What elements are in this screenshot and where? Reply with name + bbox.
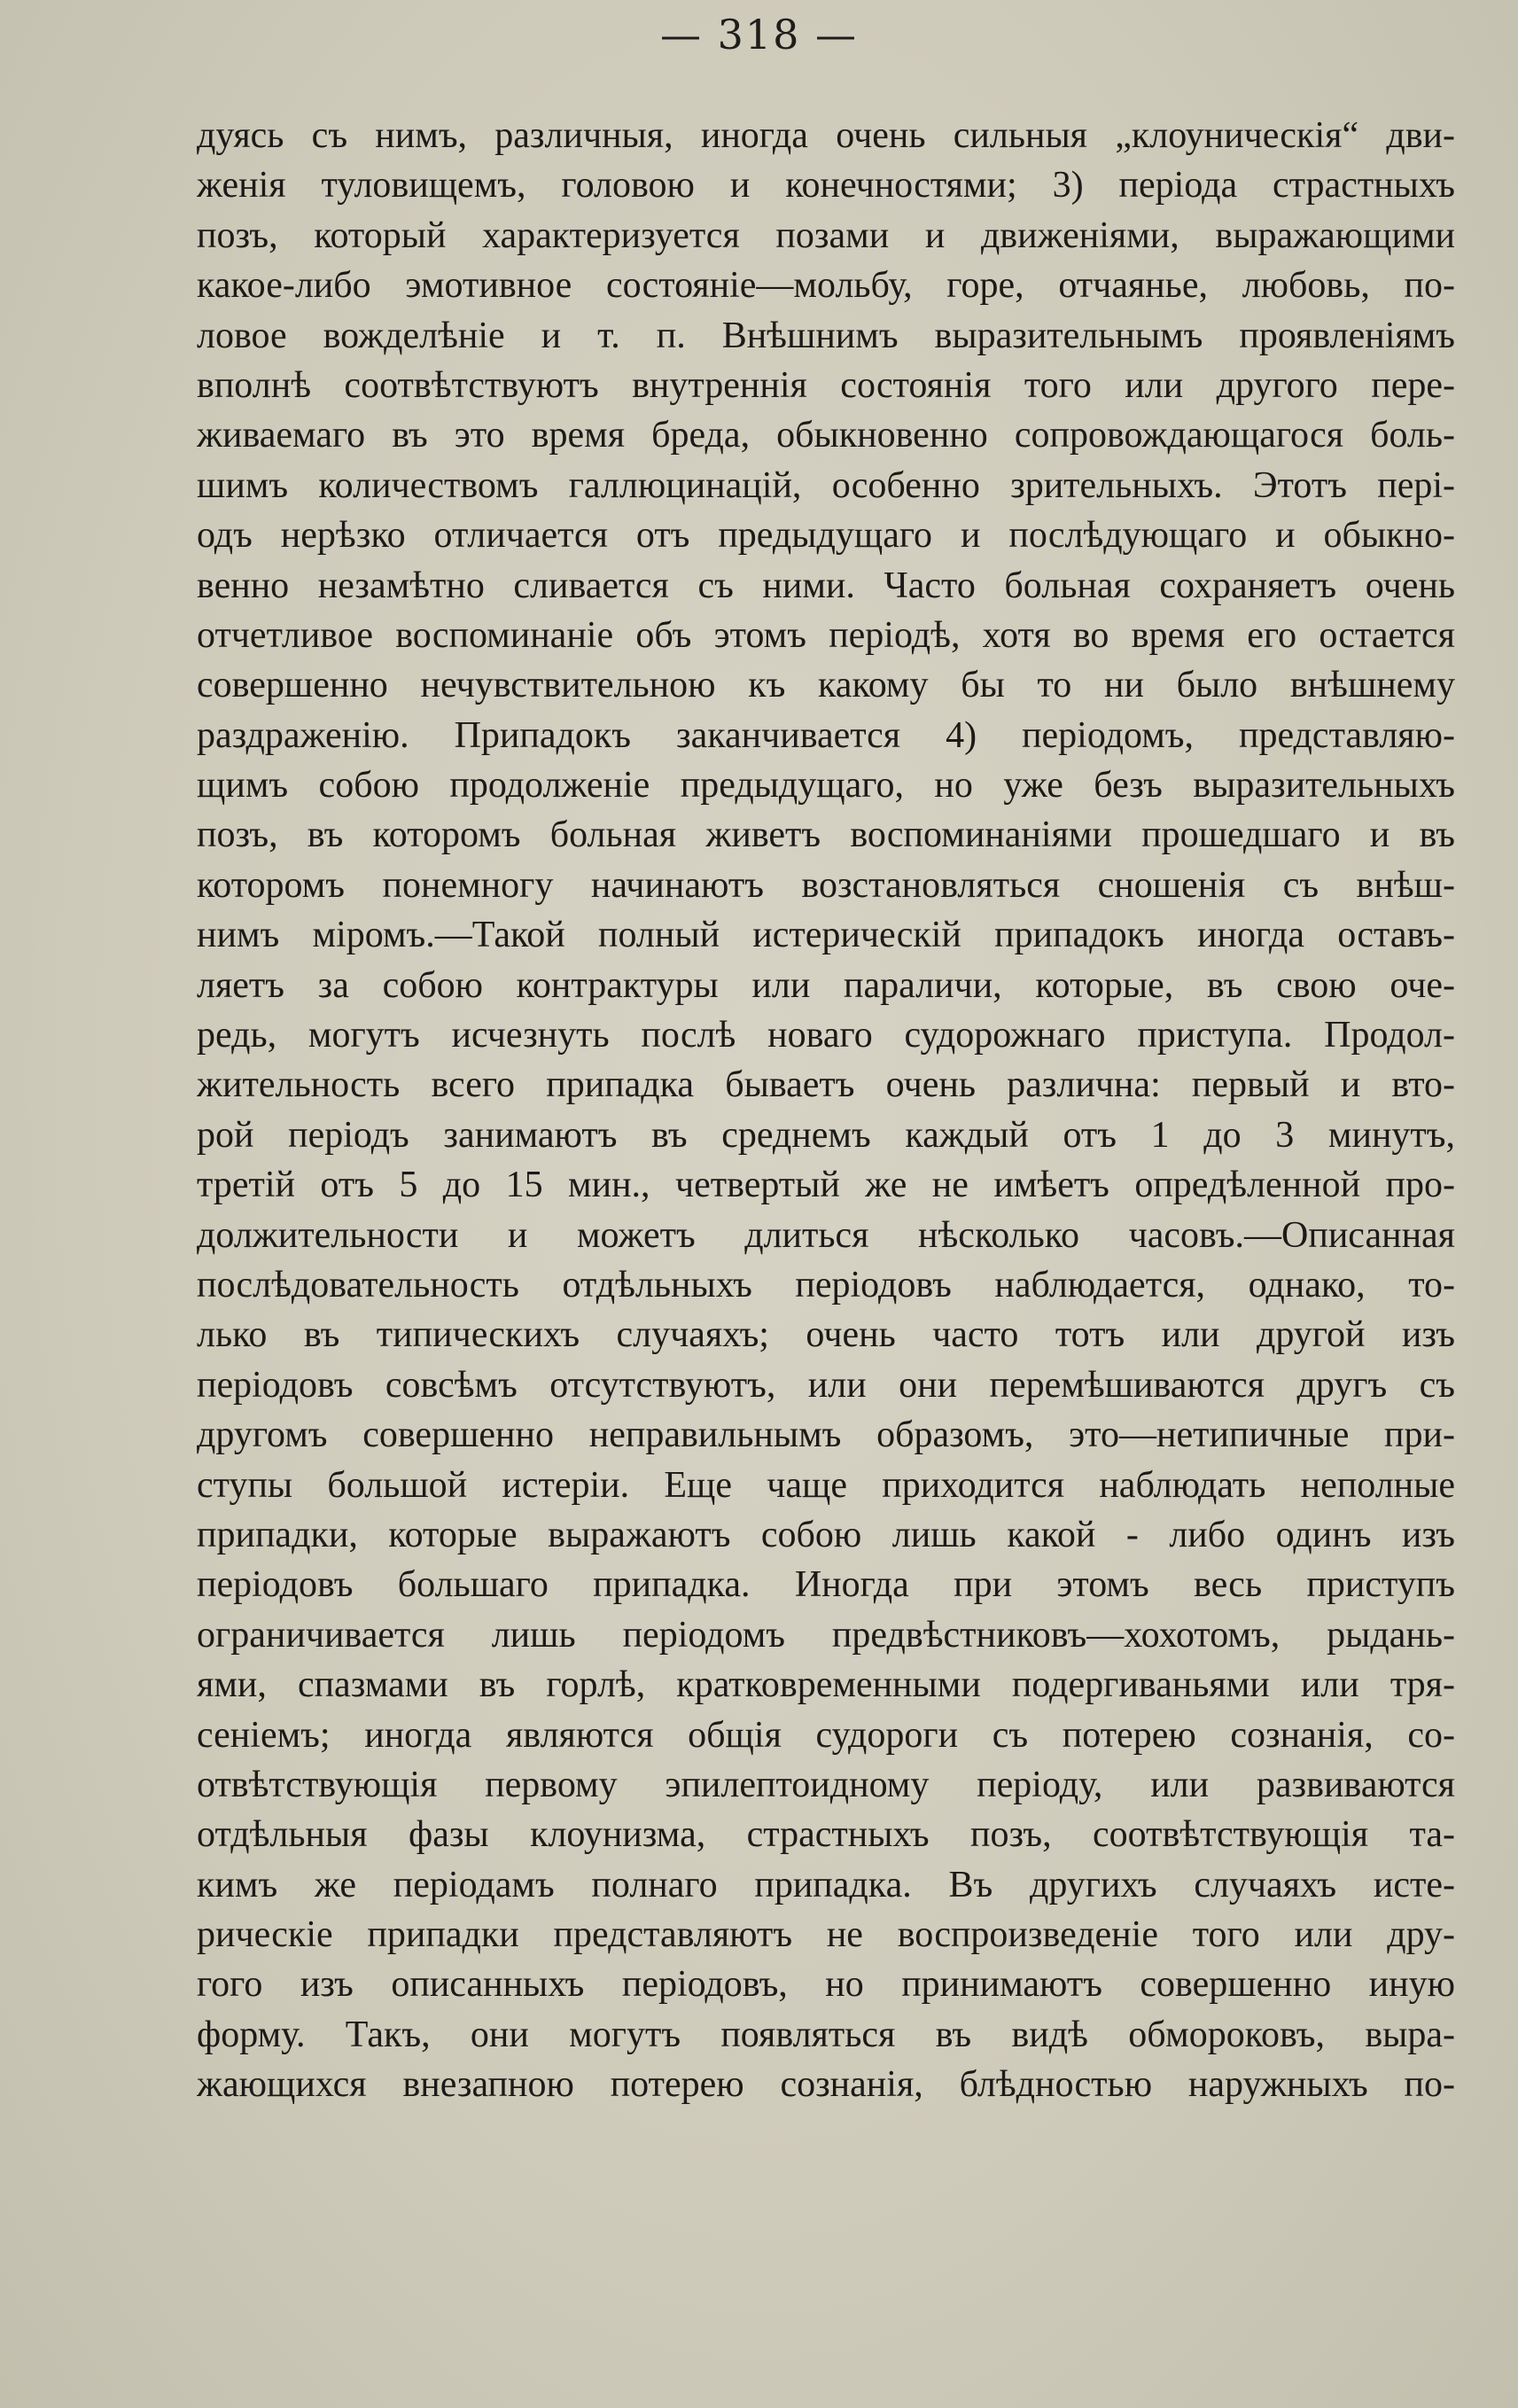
text-line: гого изъ описанныхъ періодовъ, но принимаютъ совершенно иную <box>197 1964 1455 2006</box>
text-line: періодовъ большаго припадка. Иногда при этомъ весь приступъ <box>197 1564 1455 1606</box>
text-line: другомъ совершенно неправильнымъ образомъ, это—нетипичные при- <box>197 1414 1455 1456</box>
text-line: женія туловищемъ, головою и конечностями; 3) періода страстныхъ <box>197 165 1455 207</box>
text-line: ляетъ за собою контрактуры или параличи, которые, въ свою оче- <box>197 964 1455 1006</box>
text-line: позъ, въ которомъ больная живетъ воспоминаніями прошедшаго и въ <box>197 814 1455 856</box>
text-line: которомъ понемногу начинаютъ возстановляться сношенія съ внѣш- <box>197 864 1455 906</box>
text-line: рой періодъ занимаютъ въ среднемъ каждый отъ 1 до 3 минутъ, <box>197 1114 1455 1156</box>
text-line: позъ, который характеризуется позами и движеніями, выражающими <box>197 214 1455 256</box>
text-line: живаемаго въ это время бреда, обыкновенно сопровождающагося боль- <box>197 415 1455 456</box>
text-line: жительность всего припадка бываетъ очень различна: первый и вто- <box>197 1064 1455 1106</box>
text-line: редь, могутъ исчезнуть послѣ новаго судорожнаго приступа. Продол- <box>197 1015 1455 1056</box>
text-line: рическіе припадки представляютъ не воспроизведеніе того или дру- <box>197 1914 1455 1956</box>
text-line: ловое вожделѣніе и т. п. Внѣшнимъ выразительнымъ проявленіямъ <box>197 315 1455 356</box>
text-line: должительности и можетъ длиться нѣсколько часовъ.—Описанная <box>197 1214 1455 1256</box>
text-line: шимъ количествомъ галлюцинацій, особенно зрительныхъ. Этотъ пері- <box>197 464 1455 506</box>
text-line: венно незамѣтно сливается съ ними. Часто больная сохраняетъ очень <box>197 565 1455 606</box>
text-line: ограничивается лишь періодомъ предвѣстниковъ—хохотомъ, рыдань- <box>197 1614 1455 1656</box>
text-line: ступы большой истеріи. Еще чаще приходится наблюдать неполные <box>197 1464 1455 1506</box>
text-line: кимъ же періодамъ полнаго припадка. Въ другихъ случаяхъ исте- <box>197 1864 1455 1905</box>
text-line: совершенно нечувствительною къ какому бы то ни было внѣшнему <box>197 665 1455 706</box>
text-line: жающихся внезапною потерею сознанія, блѣдностью наружныхъ по- <box>197 2064 1455 2106</box>
text-line: лько въ типическихъ случаяхъ; очень часто тотъ или другой изъ <box>197 1314 1455 1356</box>
text-line: вполнѣ соотвѣтствуютъ внутреннія состоянія того или другого пере- <box>197 364 1455 406</box>
text-line: отдѣльныя фазы клоунизма, страстныхъ позъ, соотвѣтствующія та- <box>197 1814 1455 1856</box>
text-line: щимъ собою продолженіе предыдущаго, но уже безъ выразительныхъ <box>197 765 1455 807</box>
text-line: отчетливое воспоминаніе объ этомъ періодѣ, хотя во время его остается <box>197 614 1455 656</box>
text-line: нимъ міромъ.—Такой полный истерическій припадокъ иногда оставъ- <box>197 915 1455 956</box>
text-line: ями, спазмами въ горлѣ, кратковременными подергиваньями или тря- <box>197 1664 1455 1706</box>
text-line: послѣдовательность отдѣльныхъ періодовъ наблюдается, однако, то- <box>197 1264 1455 1305</box>
text-line: припадки, которые выражаютъ собою лишь какой - либо одинъ изъ <box>197 1514 1455 1555</box>
text-line: сеніемъ; иногда являются общія судороги съ потерею сознанія, со- <box>197 1714 1455 1756</box>
text-line: дуясь съ нимъ, различныя, иногда очень сильныя „клоуническія“ дви- <box>197 115 1455 156</box>
body-text <box>197 111 1455 2110</box>
text-line: третій отъ 5 до 15 мин., четвертый же не имѣетъ опредѣленной про- <box>197 1165 1455 1206</box>
text-line: отвѣтствующія первому эпилептоидному періоду, или развиваются <box>197 1764 1455 1805</box>
text-line: одъ нерѣзко отличается отъ предыдущаго и послѣдующаго и обыкно- <box>197 515 1455 557</box>
text-line: періодовъ совсѣмъ отсутствуютъ, или они перемѣшиваются другъ съ <box>197 1364 1455 1406</box>
text-line: форму. Такъ, они могутъ появляться въ видѣ обмороковъ, выра- <box>197 2014 1455 2055</box>
text-line: какое-либо эмотивное состояніе—мольбу, горе, отчаянье, любовь, по- <box>197 265 1455 307</box>
page-number: — 318 — <box>659 11 859 58</box>
text-line: раздраженію. Припадокъ заканчивается 4) періодомъ, представляю- <box>197 714 1455 756</box>
